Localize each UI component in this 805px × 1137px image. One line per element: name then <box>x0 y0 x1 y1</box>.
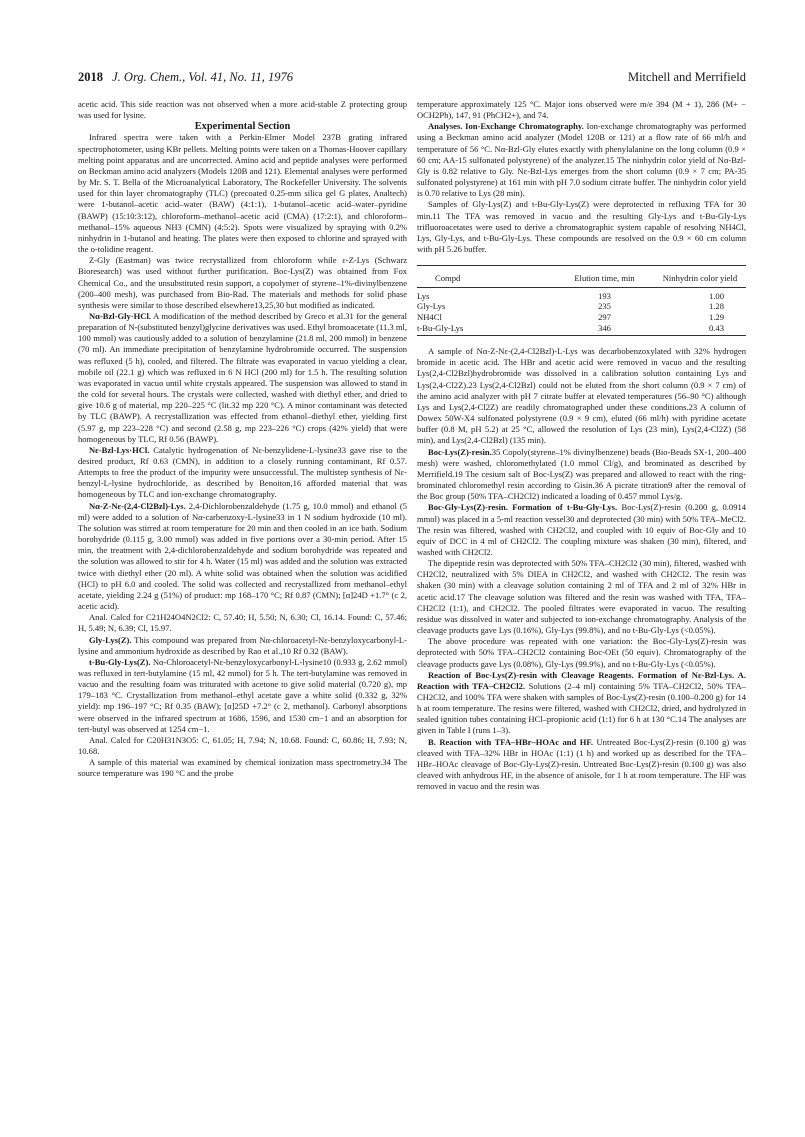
paragraph <box>78 311 407 445</box>
paragraph-text: Solutions (2–4 ml) containing 5% TFA–CH2Cl2, 50% TFA–CH2Cl2, and 100% TFA were shaken with samples of Boc-Lys(Z)-resin (0.100–0.200 g) for 14 h at room temperature. The resins were filtered, washed with CH2Cl2, dried, and hydrolyzed in sealed ignition tubes containing HCl–propionic acid (1:1) for 6 h at 130 °C.14 The analyses are given in Table I (runs 1–3). <box>417 680 746 736</box>
table-cell: NH4Cl <box>417 311 442 322</box>
paragraph: Anal. Calcd for C20H31N3O5: C, 61.05; H, 7.94; N, 10.68. Found: C, 60.86; H, 7.93; N, 10.68. <box>78 734 407 757</box>
paragraph <box>78 501 407 613</box>
paragraph-text: 35 Copoly(styrene–1% divinylbenzene) beads (Bio-Beads SX-1, 200–400 mesh) were washed, chloromethylated (1.0 mmol Cl/g), and brominated as described by Merrifield.19 The cesium salt of Boc-Lys(Z) was prepared and allowed to react with the ring-brominated chloromethyl resin according to Gisin.36 A picrate titration9 after the removal of the Boc group (50% TFA–CH2Cl2) indicated a loading of 0.457 mmol Lys/g. <box>417 446 746 502</box>
table-row <box>417 287 746 301</box>
page-header <box>78 70 746 86</box>
table-header-compd: Compd <box>417 272 555 287</box>
paragraph: Samples of Gly-Lys(Z) and t-Bu-Gly-Lys(Z) were deprotected in refluxing TFA for 30 min.11 The TFA was removed in vacuo and the resulting Gly-Lys and t-Bu-Gly-Lys trifluoroacetates were used to derive a chromatographic system capable of resolving NH4Cl, Lys, Gly-Lys, and t-Bu-Gly-Lys. These compounds are resolved on the 0.9 × 60 cm column with pH 5.26 buffer. <box>417 199 746 255</box>
table-cell: 297 <box>598 311 611 322</box>
run-in-heading: B. Reaction with TFA–HBr–HOAc and HF. <box>428 736 593 747</box>
running-authors: Mitchell and Merrifield <box>627 70 746 84</box>
run-in-heading: t-Bu-Gly-Lys(Z). <box>89 656 151 667</box>
table-header-elution: Elution time, min <box>555 272 654 287</box>
paragraph <box>417 670 746 737</box>
table-cell: Gly-Lys <box>417 301 446 312</box>
table-cell: 1.29 <box>708 311 724 322</box>
run-in-heading: Gly-Lys(Z). <box>89 634 132 645</box>
table-cell: t-Bu-Gly-Lys <box>417 323 555 336</box>
paragraph: Z-Gly (Eastman) was twice recrystallized from chloroform while ε-Z-Lys (Schwarz Bioresearch) was used without further purification. Boc-Lys(Z) was obtained from Fox Chemical Co., and the unsubstituted resin support, a copolymer of styrene–1%-divinylbenzene (200–400 mesh), was purchased from Bio-Rad. The materials and methods for solid phase synthesis were similar to those described elsewhere13,25,30 but modified as indicated. <box>78 255 407 310</box>
table-cell: 235 <box>598 301 611 312</box>
table-cell: 1.00 <box>708 290 724 301</box>
paragraph: temperature approximately 125 °C. Major ions observed were m/e 394 (M + 1), 286 (M+ − OCH2Ph), 147, 91 (PhCH2+), and 74. <box>417 99 746 121</box>
paragraph: Infrared spectra were taken with a Perkin-Elmer Model 237B grating infrared spectrophotometer, using KBr pellets. Melting points were taken on a Thomas-Hoover capillary melting point apparatus and are uncorrected. Amino acid and peptide analyses were performed on Beckman amino acid analyzers (Models 120B and 121). Elemental analyses were performed by Mr. S. T. Bella of the Microanalytical Laboratory, The Rockefeller University. The solvents used for thin layer chromatography (TLC) (precoated 0.25-mm silica gel G plates, Analtech) were 1-butanol–acetic acid–water (BAW) (4:1:1), 1-butanol–acetic acid–water–pyridine (BAWP) (15:10:3:12), chloroform–methanol–acetic acid (CMA) (17:2:1), and chloroform–methanol–15% aqueous NH3 (CMN) (4:5:2). Spots were visualized by spraying with 0.2% ninhydrin in 1-butanol and heating. The plates were then exposed to chlorine and sprayed with the o-tolidine reagent. <box>78 132 407 255</box>
run-in-heading: Boc-Lys(Z)-resin. <box>428 446 492 457</box>
paragraph-text: Nα-Chloroacetyl-Nε-benzyloxycarbonyl-L-lysine10 (0.933 g, 2.62 mmol) was refluxed in tert-butylamine (15 ml, 42 mmol) for 5 h. The tert-butylamine was removed in vacuo and the resulting foam was triturated with acetone to give solid material (0.720 g), mp 179–183 °C. Crystallization from methanol–ethyl acetate gave a white solid (0.332 g, 32% yield): mp 196–197 °C; Rf 0.35 (BAW); [α]25D +7.2° (c 2, methanol). Carbonyl absorptions were observed in the infrared spectrum at 1686, 1596, and 1530 cm−1 and an absorption for tert-butyl was observed at 1254 cm−1. <box>78 656 407 734</box>
left-column <box>78 99 407 780</box>
paragraph <box>417 737 746 793</box>
paragraph <box>78 635 407 657</box>
journal-citation: J. Org. Chem., Vol. 41, No. 11, 1976 <box>112 70 294 84</box>
paragraph: acetic acid. This side reaction was not observed when a more acid-stable Z protecting group was used for lysine. <box>78 99 407 121</box>
paragraph: A sample of Nα-Z-Nε-(2,4-Cl2Bzl)-L-Lys was decarbobenzoxylated with 32% hydrogen bromide in acetic acid. The HBr and acetic acid were removed in vacuo and the resulting Lys(2,4-Cl2Bzl)hydrobromide was dissolved in a calibration solution containing Lys and Lys(2,4-Cl2Z).23 Lys(2,4-Cl2Bzl) could not be eluted from the short column (0.9 × 7 cm) of the amino acid analyzer with pH 7 citrate buffer at elevated temperatures (56–90 °C) although Lys and Lys(2,4-Cl2Z) are readily chromatographed under these conditions.23 A column of Dowex 50W-X4 sulfonated polystyrene (0.9 × 9 cm), eluted (66 ml/h) with pyridine acetate buffer (0.8 M, pH 5.2) at 25 °C, allowed the resolution of Lys (23 min), Lys(2,4-Cl2Z) (58 min), and Lys(2,4-Cl2Bzl) (135 min). <box>417 346 746 446</box>
paragraph-text: Untreated Boc-Lys(Z)-resin (0.100 g) was cleaved with TFA–32% HBr in HOAc (1:1) (1 h) and worked up as described for the TFA–HBr–HOAc cleavage of Boc-Gly-Lys(Z)-resin. Untreated Boc-Lys(Z)-resin (0.100 g) was also cleaved with anhydrous HF, in the absence of anisole, for 1 h at room temperature. The HF was removed in vacuo and the resin was <box>417 736 746 792</box>
paragraph-text: Catalytic hydrogenation of Nε-benzylidene-L-lysine33 gave rise to the desired product, Rf 0.63 (CMN), in addition to a closely running contaminant, Rf 0.57. Attempts to free the product of the impurity were unsuccessful. The multistep synthesis of Nε-benzyl-L-lysine hydrochloride, as described by Benoiton,16 afforded material that was homogeneous by TLC and ion-exchange chromatography. <box>78 444 407 500</box>
paragraph <box>417 121 746 199</box>
paragraph: A sample of this material was examined by chemical ionization mass spectrometry.34 The source temperature was 190 °C and the probe <box>78 757 407 779</box>
paragraph <box>78 445 407 501</box>
run-in-heading: Nα-Z-Nε-(2,4-Cl2Bzl)-Lys. <box>89 500 186 511</box>
elution-table <box>417 265 746 336</box>
table-cell: Lys <box>417 290 430 301</box>
run-in-heading: Reaction of Boc-Lys(Z)-resin with Cleavage Reagents. Formation of Nε-Bzl-Lys. A. Reaction with TFA–CH2Cl2. <box>417 669 746 691</box>
paragraph <box>417 502 746 558</box>
table-cell: 193 <box>598 290 611 301</box>
table-cell: 0.43 <box>654 323 746 336</box>
run-in-heading: Boc-Gly-Lys(Z)-resin. Formation of t-Bu-Gly-Lys. <box>428 502 618 513</box>
run-in-heading: Analyses. Ion-Exchange Chromatography. <box>428 121 584 132</box>
paragraph: The above procedure was repeated with one variation: the Boc-Gly-Lys(Z)-resin was deprotected with 50% TFA–CH2Cl2 containing Boc-OEt (50 equiv). Chromatography of the cleavage products gave Lys (0.08%), Gly-Lys (99.9%), and no t-Bu-Gly-Lys (<0.05%). <box>417 636 746 669</box>
paragraph <box>78 657 407 735</box>
right-column <box>417 99 746 792</box>
paragraph: Anal. Calcd for C21H24O4N2Cl2: C, 57.40; H, 5.50; N, 6.30; Cl, 16.14. Found: C, 57.46; H, 5.49; N, 6.39; Cl, 15.97. <box>78 612 407 634</box>
section-heading: Experimental Section <box>194 121 291 133</box>
table-row <box>417 323 746 336</box>
paragraph-text: 2,4-Dichlorobenzaldehyde (1.75 g, 10.0 mmol) and ethanol (5 ml) were added to a solution of Nα-carbenzoxy-L-lysine33 in 1 N sodium hydroxide (10 ml). The solution was stirred at room temperature for 20 min and then cooled in an ice bath. Sodium borohydride (0.115 g, 3.00 mmol) was added in five portions over a 30-min period. After 15 min, the treatment with 2,4-dichlorobenzaldehyde and sodium borohydride was repeated and the solution was allowed to stir for 4 h. Water (15 ml) was added and the solution was extracted twice with diethyl ether (20 ml). A white solid was obtained when the solution was acidified (HCl) to pH 6.0 and cooled. The solid was collected and recrystallized from methanol–ethyl acetate, yielding 2.24 g (51%) of product: mp 168–170 °C; Rf 0.87 (CMN); [α]24D +1.7° (c 2, acetic acid). <box>78 500 407 612</box>
paragraph: The dipeptide resin was deprotected with 50% TFA–CH2Cl2 (30 min), filtered, washed with CH2Cl2, neutralized with 5% DIEA in CH2Cl2, and washed with CH2Cl2. The resin was shaken (30 min) with a cleavage solution containing 2 ml of TFA and 2 ml of 32% HBr in acetic acid.17 The cleavage solution was filtered and the resin was washed with TFA, TFA–CH2Cl2 (1:1), and CH2Cl2. The pooled filtrates were evaporated in vacuo. The resulting residue was dissolved in water and subjected to ion-exchange chromatography. Analysis of the cleavage products gave Lys (0.16%), Gly-Lys (99.8%), and no t-Bu-Gly-Lys (<0.05%). <box>417 558 746 636</box>
run-in-heading: Nα-Bzl-Gly·HCl. <box>89 310 151 321</box>
table-header-yield: Ninhydrin color yield <box>654 272 746 287</box>
table-cell: 346 <box>555 323 654 336</box>
table-row <box>417 312 746 323</box>
page-number: 2018 <box>78 70 103 84</box>
paragraph-text: This compound was prepared from Nα-chloroacetyl-Nε-benzyloxycarbonyl-L-lysine and ammonium hydroxide as described by Rao et al.,10 Rf 0.32 (BAW). <box>78 634 407 656</box>
paragraph <box>417 447 746 503</box>
run-in-heading: Nε-Bzl-Lys·HCl. <box>89 444 150 455</box>
table-cell: 1.28 <box>708 301 724 312</box>
paragraph-text: Boc-Lys(Z)-resin (0.200 g, 0.0914 mmol) was placed in a 5-ml reaction vessel30 and deprotected (30 min) with 50% TFA–MeCl2. The resin was filtered, washed with CH2Cl2, and coupled with 10 equiv of Boc-Gly and 10 equiv of DCC in 4 ml of CH2Cl2. The coupling mixture was shaken (30 min), filtered, and washed with CH2Cl2. <box>417 502 747 557</box>
paragraph-text: Ion-exchange chromatography was performed using a Beckman amino acid analyzer (Model 120B or 121) at a flow rate of 66 ml/h and temperature of 56 °C. Nα-Bzl-Gly elutes exactly with phenylalanine on the long column (0.9 × 60 cm; AA-15 sulfonated polystyrene) of the analyzer.15 The ninhydrin color yield of Nα-Bzl-Gly is 0.82 relative to Gly. Nε-Bzl-Lys emerges from the short column (0.9 × 7 cm; PA-35 sulfonated polystyrene) at 161 min with pH 7.0 sodium citrate buffer. The ninhydrin color yield is 0.70 relative to Lys (28 min). <box>417 121 747 199</box>
paragraph-text: A modification of the method described by Greco et al.31 for the general preparation of N-(substituted benzyl)glycine derivatives was used. Ethyl bromoacetate (11.3 ml, 100 mmol) was cautiously added to a solution of benzylamine (21.8 ml, 200 mmol) in benzene (70 ml). An immediate precipitation of benzylamine hydrobromide occurred. The suspension was refluxed (5 h), cooled, and filtered. The filtrate was evaporated in vacuo yielding a clear, mobile oil (22.1 g) which was refluxed in 6 N HCl (200 ml) for 1.5 h. The resulting solution was evaporated in vacuo until white crystals appeared. The suspension was allowed to stand in the cold for several hours. The crystals were collected, washed with diethyl ether, and dried to give 10.6 g of material, mp 220–225 °C (lit.32 mp 220 °C). A minor contaminant was detected by TLC (BAWP). A recrystallization was effected from ethanol–diethyl ether, yielding first (5.97 g, mp 223–228 °C) and second (2.58 g, mp 223–226 °C) crops (42% yield) that were homogeneous by TLC, Rf 0.56 (BAWP). <box>78 310 407 444</box>
table-row <box>417 301 746 312</box>
